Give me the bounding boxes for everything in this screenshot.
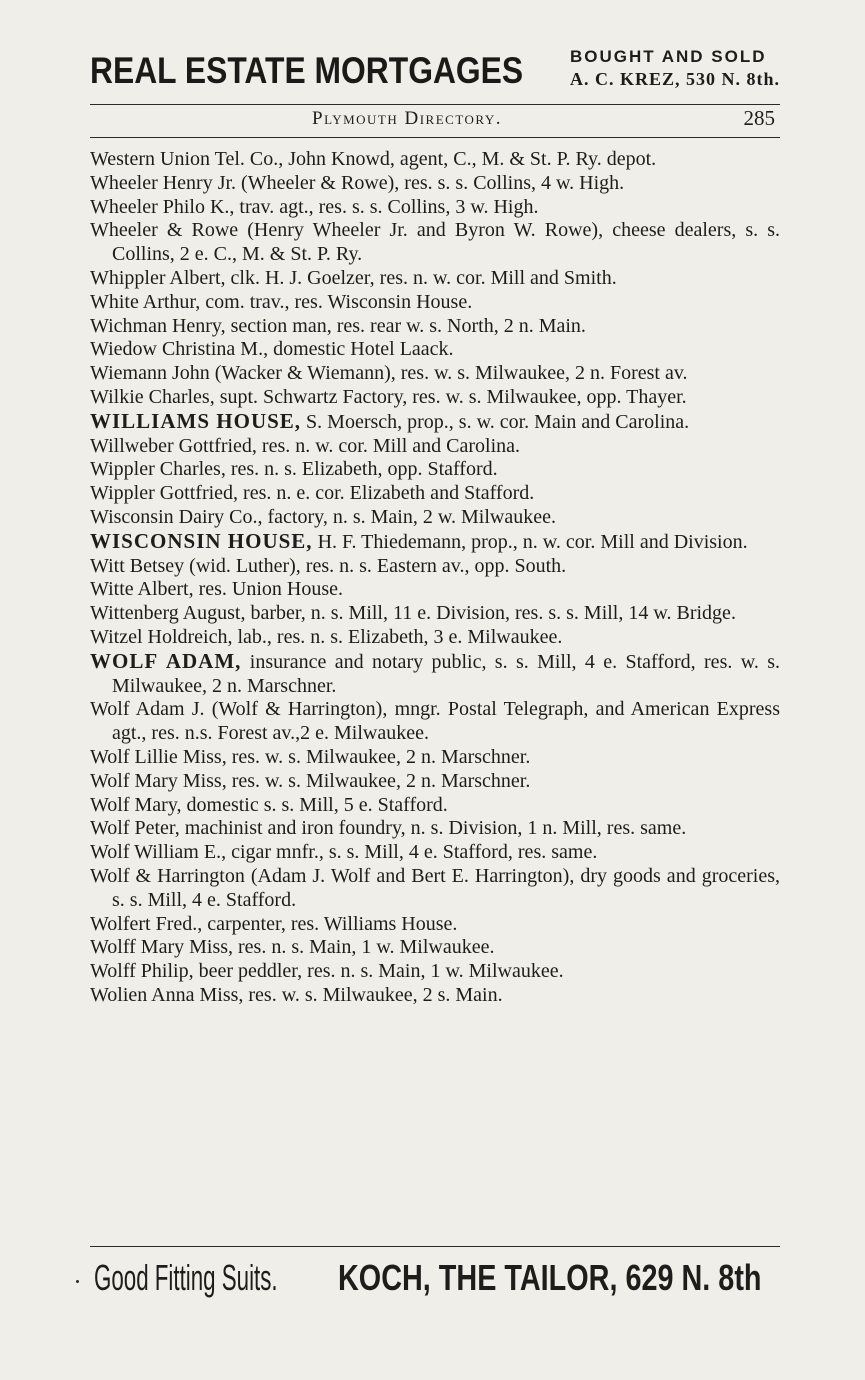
- directory-entry: [90, 626, 780, 650]
- directory-entry: [90, 555, 780, 579]
- bottom-ad-slogan: Good Fitting Suits.: [94, 1257, 278, 1298]
- directory-entry: [90, 267, 780, 291]
- directory-entry: [90, 746, 780, 770]
- bottom-ad-tailor: KOCH, THE TAILOR, 629 N. 8th: [338, 1257, 762, 1298]
- entry-text: White Arthur, com. trav., res. Wisconsin House.: [90, 290, 473, 313]
- directory-entry: [90, 410, 780, 435]
- directory-entry: [90, 291, 780, 315]
- entry-text: insurance and notary public, s. s. Mill, 4 e. Stafford, res. w. s. Milwaukee, 2 n. Marschner.: [112, 650, 780, 697]
- entry-text: Willweber Gottfried, res. n. w. cor. Mill and Carolina.: [90, 434, 521, 457]
- entry-text: Wheeler Philo K., trav. agt., res. s. s. Collins, 3 w. High.: [90, 195, 539, 218]
- directory-entry: [90, 984, 780, 1008]
- directory-entry: [90, 482, 780, 506]
- entry-text: Wolf Adam J. (Wolf & Harrington), mngr. Postal Telegraph, and American Express agt., res. n.s. Forest av.,2 e. Milwaukee.: [90, 698, 780, 745]
- directory-entry: [90, 530, 780, 555]
- directory-entry: [90, 841, 780, 865]
- entry-text: Wheeler Henry Jr. (Wheeler & Rowe), res. s. s. Collins, 4 w. High.: [90, 171, 625, 194]
- footer-rule: [90, 1246, 780, 1247]
- directory-entries: [90, 148, 780, 1008]
- entry-text: Wolf & Harrington (Adam J. Wolf and Bert E. Harrington), dry goods and groceries, s. s. Mill, 4 e. Stafford.: [90, 864, 780, 911]
- entry-text: Wolf William E., cigar mnfr., s. s. Mill, 4 e. Stafford, res. same.: [90, 841, 598, 864]
- entry-text: Wolien Anna Miss, res. w. s. Milwaukee, 2 s. Main.: [90, 983, 503, 1006]
- directory-entry: [90, 506, 780, 530]
- top-ad-line2: A. C. KREZ, 530 N. 8th.: [569, 69, 780, 89]
- entry-bold-name: WISCONSIN HOUSE,: [90, 528, 313, 553]
- directory-entry: [90, 172, 780, 196]
- directory-entry: [90, 458, 780, 482]
- margin-dot: [76, 1280, 79, 1283]
- directory-entry: [90, 650, 780, 699]
- directory-entry: [90, 770, 780, 794]
- directory-entry: [90, 219, 780, 267]
- entry-text: Western Union Tel. Co., John Knowd, agent, C., M. & St. P. Ry. depot.: [90, 148, 657, 170]
- entry-text: Whippler Albert, clk. H. J. Goelzer, res. n. w. cor. Mill and Smith.: [90, 266, 617, 289]
- top-ad-line1: BOUGHT AND SOLD: [569, 47, 767, 66]
- directory-entry: [90, 338, 780, 362]
- directory-entry: [90, 196, 780, 220]
- entry-text: Wolf Peter, machinist and iron foundry, n. s. Division, 1 n. Mill, res. same.: [90, 817, 687, 840]
- entry-text: Wolf Mary Miss, res. w. s. Milwaukee, 2 n. Marschner.: [90, 769, 531, 792]
- top-ad-headline: REAL ESTATE MORTGAGES: [90, 50, 524, 91]
- directory-entry: [90, 148, 780, 172]
- entry-bold-name: WOLF ADAM,: [90, 648, 242, 673]
- directory-entry: [90, 602, 780, 626]
- directory-entry: [90, 817, 780, 841]
- entry-text: Wolf Lillie Miss, res. w. s. Milwaukee, 2 n. Marschner.: [90, 745, 531, 768]
- running-head-title: Plymouth Directory.: [312, 108, 503, 129]
- directory-entry: [90, 794, 780, 818]
- directory-entry: [90, 865, 780, 913]
- entry-text: Wippler Gottfried, res. n. e. cor. Elizabeth and Stafford.: [90, 482, 535, 505]
- running-head: [90, 104, 780, 136]
- entry-bold-name: WILLIAMS HOUSE,: [90, 408, 302, 433]
- entry-text: Wiemann John (Wacker & Wiemann), res. w. s. Milwaukee, 2 n. Forest av.: [90, 362, 688, 385]
- entry-text: Wolf Mary, domestic s. s. Mill, 5 e. Stafford.: [90, 793, 448, 816]
- directory-entry: [90, 362, 780, 386]
- entry-text: Wolfert Fred., carpenter, res. Williams House.: [90, 912, 458, 935]
- entry-text: Wolff Philip, beer peddler, res. n. s. Main, 1 w. Milwaukee.: [90, 960, 564, 983]
- entry-text: Wisconsin Dairy Co., factory, n. s. Main, 2 w. Milwaukee.: [90, 505, 556, 528]
- directory-entry: [90, 960, 780, 984]
- entry-text: Wippler Charles, res. n. s. Elizabeth, opp. Stafford.: [90, 458, 498, 481]
- entry-text: Wittenberg August, barber, n. s. Mill, 11 e. Division, res. s. s. Mill, 14 w. Bridge.: [90, 602, 736, 625]
- directory-entry: [90, 386, 780, 410]
- top-advertisement: [90, 44, 780, 94]
- directory-entry: [90, 315, 780, 339]
- entry-text: Witt Betsey (wid. Luther), res. n. s. Eastern av., opp. South.: [90, 554, 567, 577]
- entry-text: S. Moersch, prop., s. w. cor. Main and Carolina.: [301, 410, 690, 433]
- entry-text: Wheeler & Rowe (Henry Wheeler Jr. and Byron W. Rowe), cheese dealers, s. s. Collins, 2 e. C., M. & St. P. Ry.: [90, 219, 780, 266]
- directory-entry: [90, 936, 780, 960]
- entry-text: H. F. Thiedemann, prop., n. w. cor. Mill and Division.: [312, 530, 748, 553]
- directory-entry: [90, 913, 780, 937]
- directory-entry: [90, 578, 780, 602]
- entry-text: Wilkie Charles, supt. Schwartz Factory, res. w. s. Milwaukee, opp. Thayer.: [90, 385, 687, 408]
- entry-text: Wiedow Christina M., domestic Hotel Laack.: [90, 338, 454, 361]
- page-number: 285: [743, 106, 775, 130]
- entry-text: Wichman Henry, section man, res. rear w. s. North, 2 n. Main.: [90, 314, 586, 337]
- directory-entry: [90, 698, 780, 746]
- entry-text: Wolff Mary Miss, res. n. s. Main, 1 w. Milwaukee.: [90, 936, 495, 959]
- entry-text: Witzel Holdreich, lab., res. n. s. Elizabeth, 3 e. Milwaukee.: [90, 625, 563, 648]
- header-rule-bottom: [90, 137, 780, 138]
- directory-entry: [90, 435, 780, 459]
- bottom-advertisement: [94, 1257, 784, 1303]
- top-ad-contact: [570, 46, 780, 90]
- entry-text: Witte Albert, res. Union House.: [90, 578, 344, 601]
